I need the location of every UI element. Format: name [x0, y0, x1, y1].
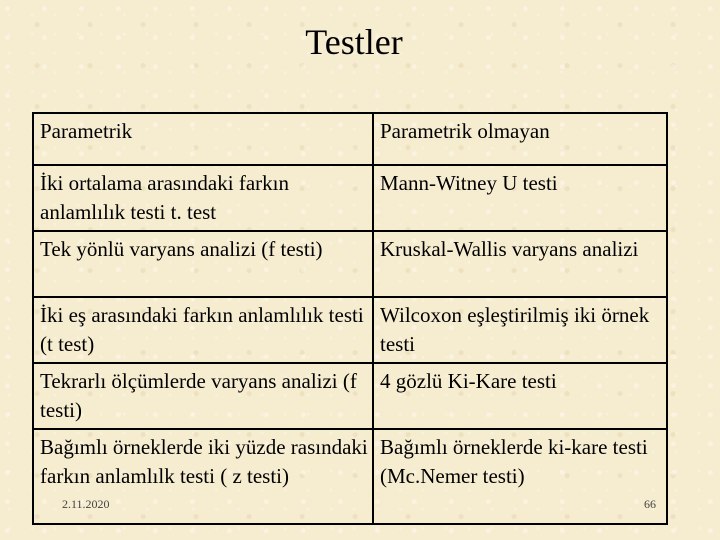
table-row	[33, 231, 667, 297]
header-nonparametric: Parametrik olmayan	[373, 113, 667, 165]
table-row	[33, 297, 667, 363]
header-parametric: Parametrik	[33, 113, 373, 165]
slide-title: Testler	[305, 22, 403, 62]
tests-table	[32, 112, 668, 525]
table-cell: Bağımlı örneklerde ki-kare testi (Mc.Nemer testi)	[373, 429, 667, 524]
table-cell: 4 gözlü Ki-Kare testi	[373, 363, 667, 429]
table-cell: Wilcoxon eşleştirilmiş iki örnek testi	[373, 297, 667, 363]
table-cell: Tekrarlı ölçümlerde varyans analizi (f testi)	[33, 363, 373, 429]
page-number: 66	[644, 497, 656, 511]
table-cell: Bağımlı örneklerde iki yüzde rasındaki farkın anlamlılk testi ( z testi)	[33, 429, 373, 524]
table-row	[33, 363, 667, 429]
table-row	[33, 165, 667, 231]
table-cell: Tek yönlü varyans analizi (f testi)	[33, 231, 373, 297]
table-cell: Mann-Witney U testi	[373, 165, 667, 231]
table-cell: İki ortalama arasındaki farkın anlamlılık testi t. test	[33, 165, 373, 231]
footer-date: 2.11.2020	[62, 497, 110, 511]
table-cell: Kruskal-Wallis varyans analizi	[373, 231, 667, 297]
table-cell: İki eş arasındaki farkın anlamlılık testi (t test)	[33, 297, 373, 363]
table-row	[33, 429, 667, 524]
table-header-row	[33, 113, 667, 165]
